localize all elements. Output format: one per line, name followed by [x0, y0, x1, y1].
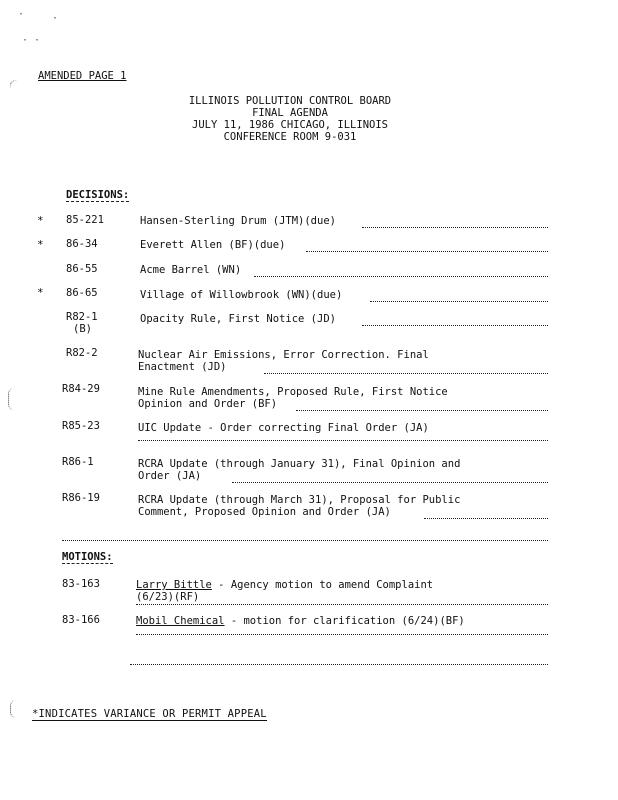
- agenda-item-text: Nuclear Air Emissions, Error Correction. Final: [138, 349, 429, 361]
- docket-number: R85-23: [62, 420, 100, 432]
- agenda-item-text-cont: Enactment (JD): [138, 361, 227, 373]
- docket-number: 83-166: [62, 614, 100, 626]
- agenda-rule: [232, 482, 548, 483]
- scan-speck: ·: [18, 9, 25, 20]
- agenda-rule: [136, 604, 548, 605]
- agenda-item-text: RCRA Update (through January 31), Final Opinion and: [138, 458, 461, 470]
- docket-number: R84-29: [62, 383, 100, 395]
- header-line-4: CONFERENCE ROOM 9-031: [223, 131, 357, 143]
- agenda-rule: [424, 518, 548, 519]
- footer-note: *INDICATES VARIANCE OR PERMIT APPEAL: [32, 708, 267, 720]
- agenda-item-text-cont: Order (JA): [138, 470, 202, 482]
- docket-number: 86-65: [66, 287, 98, 299]
- agenda-rule: [136, 634, 548, 635]
- variance-star: *: [37, 238, 44, 251]
- docket-number: 86-55: [66, 263, 98, 275]
- agenda-item-text: RCRA Update (through March 31), Proposal for Public: [138, 494, 461, 506]
- header-line-2: FINAL AGENDA: [252, 107, 328, 119]
- agenda-item-text: Mine Rule Amendments, Proposed Rule, First Notice: [138, 386, 448, 398]
- agenda-rule: [264, 373, 548, 374]
- scan-mark: [8, 388, 17, 410]
- agenda-item-text: [136, 615, 465, 627]
- variance-star: *: [37, 286, 44, 299]
- agenda-item-text: [136, 579, 433, 591]
- docket-subpart: (B): [73, 323, 92, 335]
- docket-number: 85-221: [66, 214, 104, 226]
- agenda-item-text: Everett Allen (BF)(due): [140, 239, 286, 251]
- decisions-heading: DECISIONS:: [66, 189, 130, 201]
- motions-heading: MOTIONS:: [62, 551, 113, 563]
- motion-party: Mobil Chemical: [136, 615, 225, 627]
- scan-speck: ·: [52, 13, 59, 24]
- motion-party: Larry Bittle: [136, 579, 212, 591]
- header-line-1: ILLINOIS POLLUTION CONTROL BOARD: [188, 95, 392, 107]
- agenda-item-text: Hansen-Sterling Drum (JTM)(due): [140, 215, 336, 227]
- agenda-rule: [362, 227, 548, 228]
- agenda-item-text-cont: (6/23)(RF): [136, 591, 200, 603]
- motion-description: - motion for clarification (6/24)(BF): [224, 615, 465, 627]
- docket-number: R82-1: [66, 311, 98, 323]
- scan-speck: · ·: [22, 35, 41, 46]
- agenda-item-text: Opacity Rule, First Notice (JD): [140, 313, 336, 325]
- variance-star: *: [37, 214, 44, 227]
- agenda-rule: [254, 276, 548, 277]
- agenda-rule: [370, 301, 548, 302]
- agenda-rule: [362, 325, 548, 326]
- agenda-item-text: UIC Update - Order correcting Final Order (JA): [138, 422, 429, 434]
- docket-number: R86-1: [62, 456, 94, 468]
- agenda-rule: [306, 251, 548, 252]
- agenda-rule: [138, 440, 548, 441]
- section-divider: [130, 664, 548, 665]
- agenda-item-text: Acme Barrel (WN): [140, 264, 242, 276]
- amended-label: AMENDED PAGE 1: [38, 70, 127, 82]
- motion-description: - Agency motion to amend Complaint: [211, 579, 434, 591]
- agenda-rule: [296, 410, 548, 411]
- section-divider: [62, 540, 548, 541]
- scan-mark: [8, 78, 21, 91]
- agenda-item-text: Village of Willowbrook (WN)(due): [140, 289, 343, 301]
- header-line-3: JULY 11, 1986 CHICAGO, ILLINOIS: [192, 119, 388, 131]
- agenda-item-text-cont: Opinion and Order (BF): [138, 398, 278, 410]
- docket-number: R86-19: [62, 492, 100, 504]
- docket-number: 86-34: [66, 238, 98, 250]
- scan-mark: [10, 700, 19, 718]
- agenda-item-text-cont: Comment, Proposed Opinion and Order (JA): [138, 506, 391, 518]
- docket-number: 83-163: [62, 578, 100, 590]
- docket-number: R82-2: [66, 347, 98, 359]
